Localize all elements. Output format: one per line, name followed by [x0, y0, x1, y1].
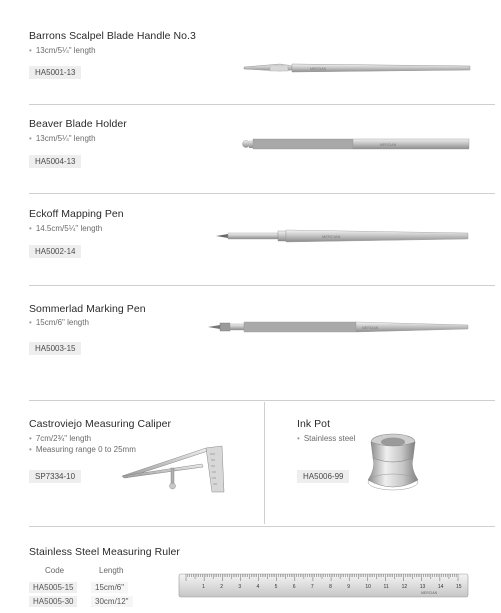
ruler-image — [178, 573, 470, 599]
item-spec: • 14.5cm/5¼" length — [29, 224, 102, 233]
ruler-number: 8 — [329, 584, 332, 590]
product-code: HA5006-99 — [297, 470, 349, 483]
ruler-number: 6 — [292, 584, 296, 590]
ruler-number: 9 — [347, 584, 350, 590]
ruler-length-cell: 30cm/12" — [91, 596, 133, 607]
ruler-number: 14 — [437, 584, 444, 590]
mapping-pen-image — [214, 225, 472, 245]
ruler-number: 2 — [220, 584, 224, 590]
item-title: Barrons Scalpel Blade Handle No.3 — [29, 30, 196, 42]
engraving: MERCIAN — [362, 326, 379, 330]
section-divider — [29, 400, 495, 401]
section-divider — [29, 104, 495, 105]
ruler-number: 1 — [202, 584, 205, 590]
item-spec: • 15cm/6" length — [29, 318, 89, 327]
ruler-number: 15 — [456, 584, 462, 590]
section-divider — [29, 285, 495, 286]
item-title: Sommerlad Marking Pen — [29, 303, 146, 315]
ruler-title: Stainless Steel Measuring Ruler — [29, 546, 180, 558]
ruler-number: 7 — [310, 584, 314, 590]
item-title: Eckoff Mapping Pen — [29, 208, 124, 220]
column-divider — [264, 402, 265, 524]
ruler-number: 5 — [274, 584, 278, 590]
item-spec: • 13cm/5¼" length — [29, 134, 96, 143]
marking-pen-image — [206, 319, 472, 335]
item-title: Ink Pot — [297, 418, 331, 430]
ruler-number: 10 — [365, 584, 371, 590]
ruler-length-cell: 15cm/6" — [91, 582, 128, 593]
engraving: MERCIAN — [380, 143, 397, 147]
item-spec: • Stainless steel — [297, 434, 355, 443]
section-divider — [29, 526, 495, 527]
product-code: HA5004-13 — [29, 155, 81, 168]
item-title: Beaver Blade Holder — [29, 118, 127, 130]
ruler-number: 11 — [383, 584, 389, 590]
caliper-image — [118, 440, 233, 502]
ruler-table — [29, 566, 169, 612]
ruler-number: 12 — [401, 584, 408, 590]
ruler-number: 13 — [419, 584, 426, 590]
column-header-code: Code — [45, 566, 65, 575]
engraving: MERCIAN — [322, 234, 341, 239]
ruler-number: 4 — [256, 584, 260, 590]
scalpel-handle-image — [240, 58, 472, 78]
item-title: Castroviejo Measuring Caliper — [29, 418, 172, 430]
blade-holder-image — [240, 136, 472, 152]
product-code: HA5002-14 — [29, 245, 81, 258]
product-code: HA5001-13 — [29, 66, 81, 79]
item-spec: • 7cm/2¾" length — [29, 434, 91, 443]
item-spec: • Measuring range 0 to 25mm — [29, 445, 136, 454]
column-header-length: Length — [99, 566, 124, 575]
engraving: MERCIAN — [421, 591, 438, 595]
product-code: HA5003-15 — [29, 342, 81, 355]
section-divider — [29, 193, 495, 194]
engraving: MERCIAN — [310, 67, 327, 71]
ruler-code-cell: HA5005-15 — [29, 582, 77, 593]
ink-pot-image — [362, 428, 424, 498]
ruler-code-cell: HA5005-30 — [29, 596, 77, 607]
ruler-number: 3 — [238, 584, 242, 590]
item-spec: • 13cm/5¼" length — [29, 46, 96, 55]
product-code: SP7334-10 — [29, 470, 81, 483]
